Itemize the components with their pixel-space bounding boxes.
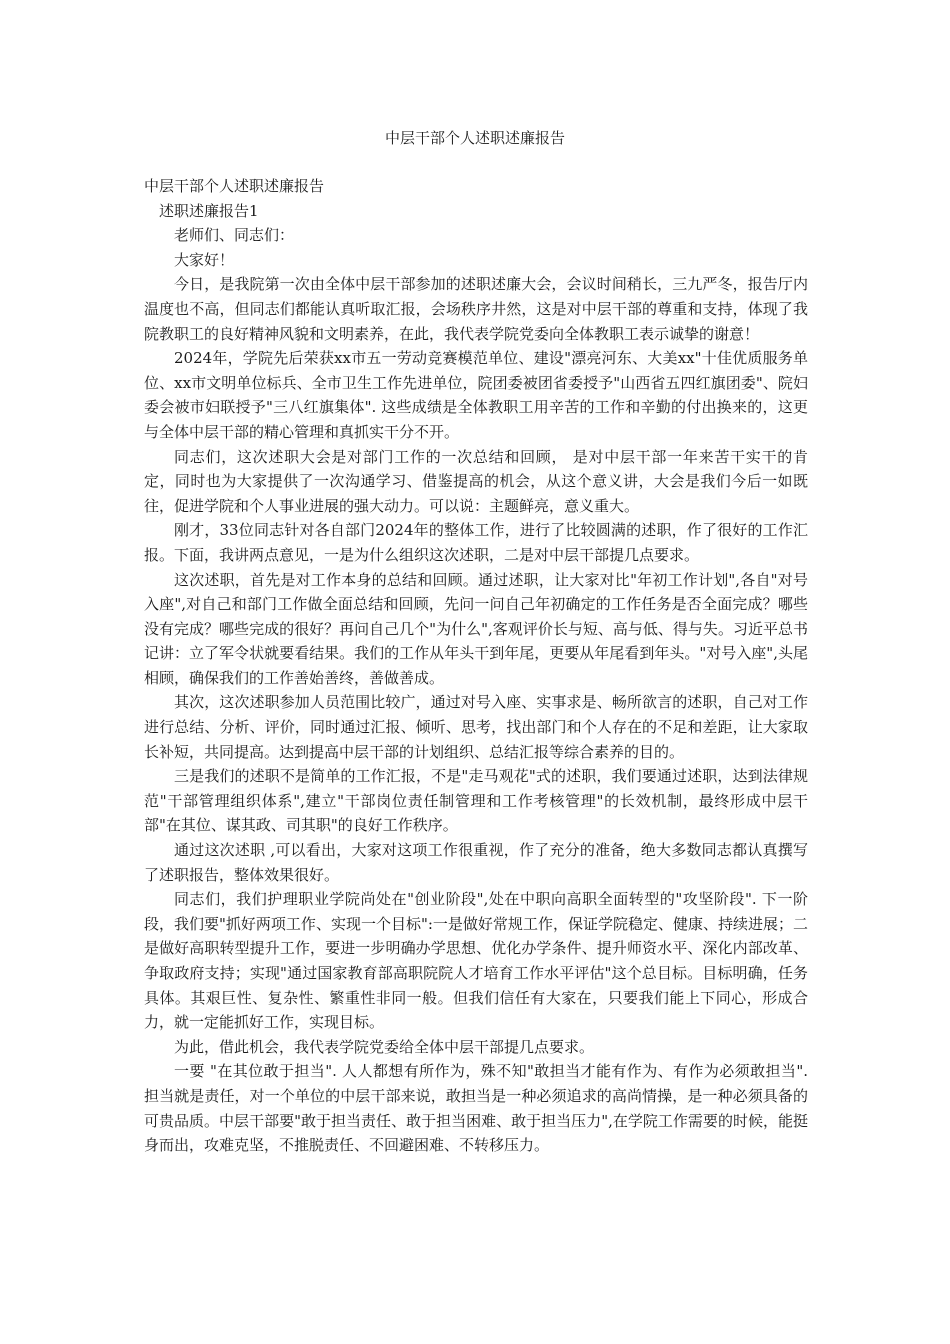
paragraph: 今日，是我院第一次由全体中层干部参加的述职述廉大会，会议时间稍长，三九严冬，报告厅内温度也不高，但同志们都能认真听取汇报，会场秩序井然，这是对中层干部的尊重和支持，体现了我院教职工的良好精神风貌和文明素养，在此，我代表学院党委向全体教职工表示诚挚的谢意！ xyxy=(144,275,808,343)
document-body xyxy=(144,174,808,1158)
document-heading: 中层干部个人述职述廉报告 xyxy=(144,177,325,195)
paragraph: 一要 "在其位敢于担当". 人人都想有所作为，殊不知"敢担当才能有作为、有作为必须敢担当". 担当就是责任，对一个单位的中层干部来说，敢担当是一种必须追求的高尚情操，是一种必须具备的可贵品质。中层干部要"敢于担当责任、敢于担当困难、敢于担当压力",在学院工作需要的时候，能挺身而出，攻难克坚，不推脱责任、不回避困难、不转移压力。 xyxy=(144,1062,808,1155)
paragraph: 为此，借此机会，我代表学院党委给全体中层干部提几点要求。 xyxy=(174,1037,595,1056)
paragraph: 同志们，这次述职大会是对部门工作的一次总结和回顾， 是对中层干部一年来苦干实干的肯定，同时也为大家提供了一次沟通学习、借鉴提高的机会，从这个意义讲，大会是我们今后一如既往，促进学院和个人事业进展的强大动力。可以说：主题鲜亮，意义重大。 xyxy=(144,447,808,515)
paragraph: 通过这次述职 ,可以看出，大家对这项工作很重视，作了充分的准备，绝大多数同志都认真撰写了述职报告，整体效果很好。 xyxy=(144,841,808,884)
paragraph: 三是我们的述职不是简单的工作汇报，不是"走马观花"式的述职，我们要通过述职，达到法律规范"干部管理组织体系",建立"干部岗位责任制管理和工作考核管理"的长效机制，最终形成中层干部"在其位、谋其政、司其职"的良好工作秩序。 xyxy=(144,767,808,835)
paragraph: 2024年，学院先后荣获xx市五一劳动竞赛模范单位、建设"漂亮河东、大美xx"十佳优质服务单位、xx市文明单位标兵、全市卫生工作先进单位，院团委被团省委授予"山西省五四红旗团委"、院妇委会被市妇联授予"三八红旗集体". 这些成绩是全体教职工用辛苦的工作和辛勤的付出换来的，这更与全体中层干部的精心管理和真抓实干分不开。 xyxy=(144,349,808,441)
paragraph-salutation: 老师们、同志们： xyxy=(174,226,295,245)
paragraph: 其次，这次述职参加人员范围比较广，通过对号入座、实事求是、畅所欲言的述职，自己对工作进行总结、分析、评价，同时通过汇报、倾听、思考，找出部门和个人存在的不足和差距，让大家取长补短，共同提高。达到提高中层干部的计划组织、总结汇报等综合素养的目的。 xyxy=(144,693,808,761)
page-title: 中层干部个人述职述廉报告 xyxy=(384,129,565,147)
paragraph: 这次述职，首先是对工作本身的总结和回顾。通过述职，让大家对比"年初工作计划",各自"对号入座",对自己和部门工作做全面总结和回顾，先问一问自己年初确定的工作任务是否全面完成？哪些没有完成？哪些完成的很好？再问自己几个"为什么",客观评价长与短、高与低、得与失。习近平总书记讲：立了军令状就要看结果。我们的工作从年头干到年尾，更要从年尾看到年头。"对号入座",头尾相顾，确保我们的工作善始善终，善做善成。 xyxy=(144,570,808,687)
paragraph: 同志们，我们护理职业学院尚处在"创业阶段",处在中职向高职全面转型的"攻坚阶段". 下一阶段，我们要"抓好两项工作、实现一个目标":一是做好常规工作，保证学院稳定、健康、持续进展；二是做好高职转型提升工作，要进一步明确办学思想、优化办学条件、提升师资水平、深化内部改革、争取政府支持；实现"通过国家教育部高职院院人才培育工作水平评估"这个总目标。目标明确，任务具体。其艰巨性、复杂性、繁重性非同一般。但我们信任有大家在，只要我们能上下同心，形成合力，就一定能抓好工作，实现目标。 xyxy=(144,890,808,1032)
document-subheading: 述职述廉报告1 xyxy=(159,201,259,220)
paragraph: 刚才，33位同志针对各自部门2024年的整体工作，进行了比较圆满的述职，作了很好的工作汇报。下面，我讲两点意见，一是为什么组织这次述职，二是对中层干部提几点要求。 xyxy=(144,521,808,564)
paragraph-greeting: 大家好！ xyxy=(174,250,235,269)
